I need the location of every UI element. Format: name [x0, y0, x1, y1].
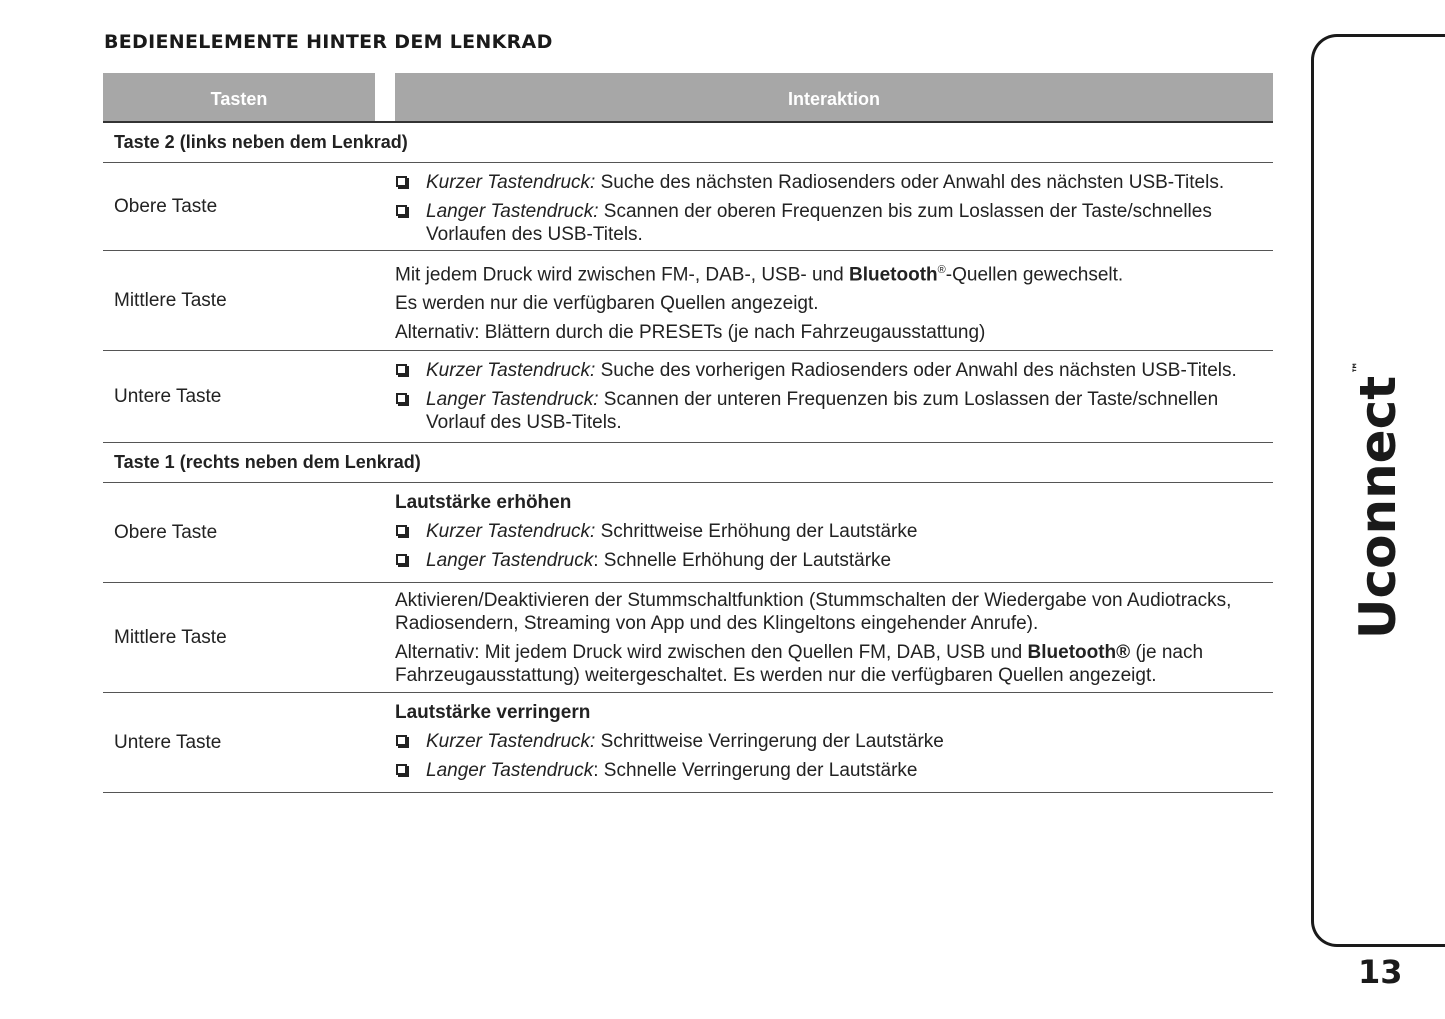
list-item: Kurzer Tastendruck: Suche des nächsten Radiosenders oder Anwahl des nächsten USB-Titels. — [395, 171, 1273, 194]
list-item: Langer Tastendruck: Schnelle Erhöhung der Lautstärke — [395, 549, 1273, 572]
checkbox-bullet-icon — [396, 735, 407, 746]
column-header-tasten: Tasten — [103, 73, 375, 121]
row-description — [395, 351, 1273, 442]
row-description — [395, 483, 1273, 582]
list-item: Kurzer Tastendruck: Schrittweise Verringerung der Lautstärke — [395, 730, 1273, 753]
row-label: Untere Taste — [114, 385, 222, 407]
table-row — [103, 351, 1273, 443]
checkbox-bullet-icon — [396, 764, 407, 775]
list-item: Langer Tastendruck: Scannen der unteren Frequenzen bis zum Loslassen der Taste/schnellen Vorlauf des USB-Titels. — [395, 388, 1273, 434]
row-description — [395, 693, 1273, 792]
row-label: Mittlere Taste — [114, 289, 227, 311]
section-taste-1: Taste 1 (rechts neben dem Lenkrad) — [103, 443, 1273, 483]
chapter-tab-title: Uconnect™ — [1349, 360, 1407, 640]
table-row — [103, 163, 1273, 251]
row-subheading: Lautstärke erhöhen — [395, 492, 572, 513]
row-label: Obere Taste — [114, 195, 218, 217]
column-header-interaktion: Interaktion — [395, 73, 1273, 121]
row-label: Untere Taste — [114, 731, 222, 753]
table-row — [103, 693, 1273, 793]
checkbox-bullet-icon — [396, 554, 407, 565]
table-header — [103, 73, 1273, 121]
list-item: Langer Tastendruck: Scannen der oberen Frequenzen bis zum Loslassen der Taste/schnelles Vorlaufen des USB-Titels. — [395, 200, 1273, 246]
controls-table — [103, 73, 1273, 793]
checkbox-bullet-icon — [396, 525, 407, 536]
row-description — [395, 163, 1273, 250]
page-heading: BEDIENELEMENTE HINTER DEM LENKRAD — [104, 31, 553, 53]
row-label: Mittlere Taste — [114, 626, 227, 648]
table-row — [103, 583, 1273, 693]
row-description: Mit jedem Druck wird zwischen FM-, DAB-, USB- und Bluetooth®-Quellen gewechselt. Es werden nur die verfügbaren Quellen angezeigt. Alternativ: Blättern durch die PRESETs (je nach Fahrzeugausstattung) — [395, 264, 1124, 344]
section-taste-2: Taste 2 (links neben dem Lenkrad) — [103, 123, 1273, 163]
table-row — [103, 483, 1273, 583]
checkbox-bullet-icon — [396, 176, 407, 187]
page-number: 13 — [1358, 953, 1403, 991]
table-row — [103, 251, 1273, 351]
list-item: Kurzer Tastendruck: Schrittweise Erhöhung der Lautstärke — [395, 520, 1273, 543]
list-item: Langer Tastendruck: Schnelle Verringerung der Lautstärke — [395, 759, 1273, 782]
row-description: Aktivieren/Deaktivieren der Stummschaltfunktion (Stummschalten der Wiedergabe von Audiotracks, Radiosendern, Streaming von App und des Klingeltons eingehender Anrufe). Alternativ: Mit jedem Druck wird zwischen den Quellen FM, DAB, USB und Bluetooth® (je nach Fahrzeugausstattung) weitergeschaltet. Es werden nur die verfügbaren Quellen angezeigt. — [395, 590, 1232, 686]
row-label: Obere Taste — [114, 521, 218, 543]
checkbox-bullet-icon — [396, 393, 407, 404]
checkbox-bullet-icon — [396, 364, 407, 375]
list-item: Kurzer Tastendruck: Suche des vorherigen Radiosenders oder Anwahl des nächsten USB-Titels. — [395, 359, 1273, 382]
checkbox-bullet-icon — [396, 205, 407, 216]
row-subheading: Lautstärke verringern — [395, 702, 591, 723]
